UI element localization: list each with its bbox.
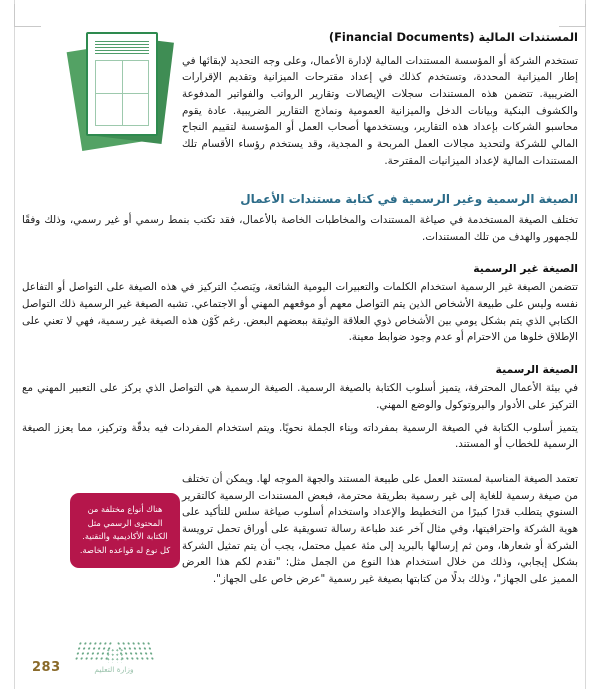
callout-note-box: هناك أنواع مختلفة من المحتوى الرسمي مثل الكتابة الأكاديمية والتقنية. كل نوع له قواعده الخاصة. — [70, 493, 180, 568]
intro-paragraph: تستخدم الشركة أو المؤسسة المستندات المالية لإدارة الأعمال، وعلى وجه التحديد لإبقائها في إطار الميزانية المحددة، وتستخدم كذلك في إعداد مقترحات الميزانية وتقديم الإقرارات الضريبية. تتضمن هذه المستندات سجلات الإيصالات وتقارير الرواتب والفواتير المدفوعة والكشوف البنكية وبيانات الدخل والميزانية العمومية ونماذج التقارير الضريبية. عادة يقوم محاسبو الشركات بإعداد هذه التقارير، ويستخدمها أصحاب العمل أو المؤسسة لتقييم النجاح المالي للشركة ولتحديد مجالات العمل المربحة و المجدية، وقد يستخدم رؤساء الأقسام تلك المستندات المالية لإعداد الميزانيات المقترحة. — [182, 54, 578, 167]
ministry-of-education-logo — [66, 639, 162, 673]
formal-style-paragraph-1: في بيئة الأعمال المحترفة، يتميز أسلوب الكتابة بالصيغة الرسمية. الصيغة الرسمية هي التواصل الذي يركز على التعبير المهني مع التركيز على الأدوار والبروتوكول والوضع المهني. — [22, 382, 578, 411]
section-heading-formality: الصيغة الرسمية وغير الرسمية في كتابة مستندات الأعمال — [240, 192, 578, 207]
document-table-grid-icon — [95, 60, 149, 126]
formality-intro-paragraph: تختلف الصيغة المستخدمة في صياغة المستندات والمخاطبات الخاصة بالأعمال، فقد تكتب بنمط رسمي أو غير رسمي، وذلك وفقًا للجمهور والهدف من تلك المستندات. — [22, 214, 578, 243]
page-title: المستندات المالية (Financial Documents) — [328, 30, 578, 44]
page-edge-line-right — [585, 0, 586, 689]
financial-documents-illustration — [72, 30, 180, 155]
page-content — [22, 0, 578, 689]
financial-documents-section — [22, 0, 578, 169]
page-edge-line-left — [14, 0, 15, 689]
page-footer — [22, 633, 222, 681]
ministry-name-label: وزارة التعليم — [94, 665, 134, 674]
subheading-informal-style: الصيغة غير الرسمية — [473, 262, 578, 276]
logo-palm-icon — [106, 648, 124, 663]
subheading-formal-style: الصيغة الرسمية — [495, 363, 578, 377]
informal-style-paragraph: تتضمن الصيغة غير الرسمية استخدام الكلمات والتعبيرات اليومية الشائعة، ويَنصبُ التركيز في هذه الصيغة على التواصل أو التفاعل نفسه وليس على طبيعة الأشخاص الذين يتم التواصل معهم أو موقعهم المهني أو الاجتماعي. تشبه الصيغة غير الرسمية ذلك التواصل الكتابي الذي يتم بشكل يومي بين الأشخاص ذوي العلاقة الوثيقة ببعضهم البعض. رغم كَوْن هذه الصيغة غير رسمية، فهي لا تعني على الإطلاق خلوها من الاحترام أو عدم وجود ضوابط معينة. — [22, 281, 578, 344]
page-number: 283 — [32, 660, 61, 675]
closing-text-column — [182, 471, 578, 588]
closing-section — [22, 471, 578, 621]
closing-paragraph: تعتمد الصيغة المناسبة لمستند العمل على طبيعة المستند والجهة الموجه لها. ويمكن أن تختلف من صيغة رسمية للغاية إلى غير رسمية بطريقة محترمة، فبعض المستندات الرسمية كالتقرير السنوي يتطلب قدرًا كبيرًا من التخطيط والإعداد واستخدام أسلوب صياغة سلس للتأكيد على هوية الشركة واحترافيتها، وفي مثال آخر عند طباعة رسالة تسويقية على أوراق تحمل ترويسة الشركة أو شعارها، ومن ثم إرسالها بالبريد إلى مئة عميل محتمل، يجب أن يتم تمثيل الشركة بشكل إيجابي، وذلك من خلال استخدام هذا النوع من الجمل مثل: "نقدم لكم هذا العرض المميز على الجهاز"، وذلك بدلًا من كتابتها بصيغة غير رسمية "عرض خاص على الجهاز". — [182, 472, 578, 585]
document-sheet-front-icon — [86, 32, 158, 136]
intro-text-column — [182, 30, 578, 169]
formal-style-paragraph-2: يتميز أسلوب الكتابة في الصيغة الرسمية بمفرداته وبِناء الجملة نحويًا. ويتم استخدام المفردات فيه بدقّة وتركيز، مما يعزز الصيغة الرسمية للخطاب أو المستند. — [22, 421, 578, 451]
